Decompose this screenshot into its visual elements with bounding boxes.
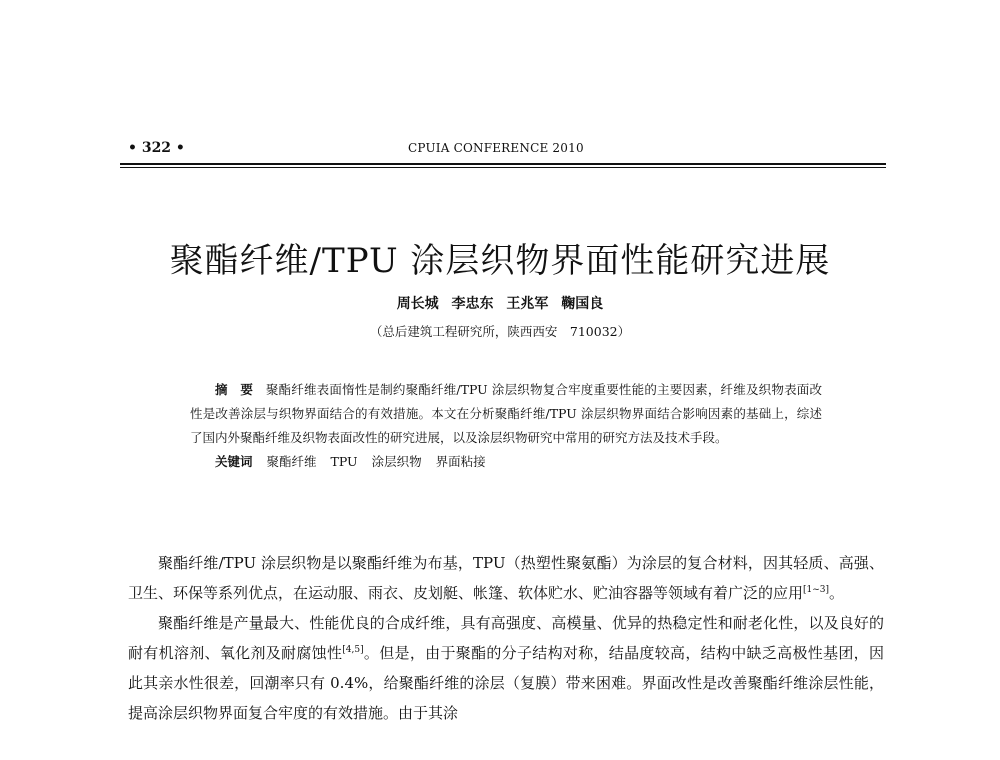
header-rule-thin (120, 167, 886, 168)
keyword-item: TPU (330, 454, 358, 469)
paper-title: 聚酯纤维/TPU 涂层织物界面性能研究进展 (169, 241, 831, 281)
keyword-item: 界面粘接 (435, 454, 486, 469)
paragraph-text: 聚酯纤维是产量最大、性能优良的合成纤维，具有高强度、高模量、优异的热稳定性和耐老化性，以及良好的耐有机溶剂、氧化剂及耐腐蚀性 (128, 614, 884, 662)
citation: [1~3] (803, 585, 830, 595)
keywords-label: 关键词 (215, 454, 253, 469)
body-paragraph-1 (128, 548, 884, 608)
abstract-paragraph (190, 378, 822, 450)
paragraph-text-rest: 。但是，由于聚酯的分子结构对称，结晶度较高，结构中缺乏高极性基团，因此其亲水性很差，回潮率只有 0.4%，给聚酯纤维的涂层（复膜）带来困难。界面改性是改善聚酯纤维涂层性能，提高涂层织物界面复合牢度的有效措施。由于其涂 (128, 644, 884, 722)
page-number: • 322 • (128, 140, 185, 156)
running-header (128, 140, 882, 164)
keyword-item: 聚酯纤维 (266, 454, 317, 469)
paragraph-text: 聚酯纤维/TPU 涂层织物是以聚酯纤维为布基，TPU（热塑性聚氨酯）为涂层的复合材料，因其轻质、高强、卫生、环保等系列优点，在运动服、雨衣、皮划艇、帐篷、软体贮水、贮油容器等领域有着广泛的应用 (128, 554, 884, 602)
keyword-item: 涂层织物 (371, 454, 422, 469)
author-list: 周长城 李忠东 王兆军 鞠国良 (396, 296, 604, 312)
abstract-block (190, 378, 822, 474)
paragraph-end: 。 (829, 584, 845, 602)
body-text (128, 548, 884, 728)
conference-name: CPUIA CONFERENCE 2010 (408, 141, 584, 155)
abstract-text: 聚酯纤维表面惰性是制约聚酯纤维/TPU 涂层织物复合牢度重要性能的主要因素，纤维及织物表面改性是改善涂层与织物界面结合的有效措施。本文在分析聚酯纤维/TPU 涂层织物界面结合影响因素的基础上，综述了国内外聚酯纤维及织物表面改性的研究进展，以及涂层织物研究中常用的研究方法及技术手段。 (190, 382, 822, 445)
body-paragraph-2 (128, 608, 884, 728)
abstract-label: 摘 要 (215, 382, 254, 397)
keywords-line (190, 450, 822, 474)
header-rule-thick (120, 163, 886, 165)
citation: [4,5] (342, 645, 364, 655)
affiliation: （总后建筑工程研究所，陕西西安 710032） (369, 324, 631, 339)
